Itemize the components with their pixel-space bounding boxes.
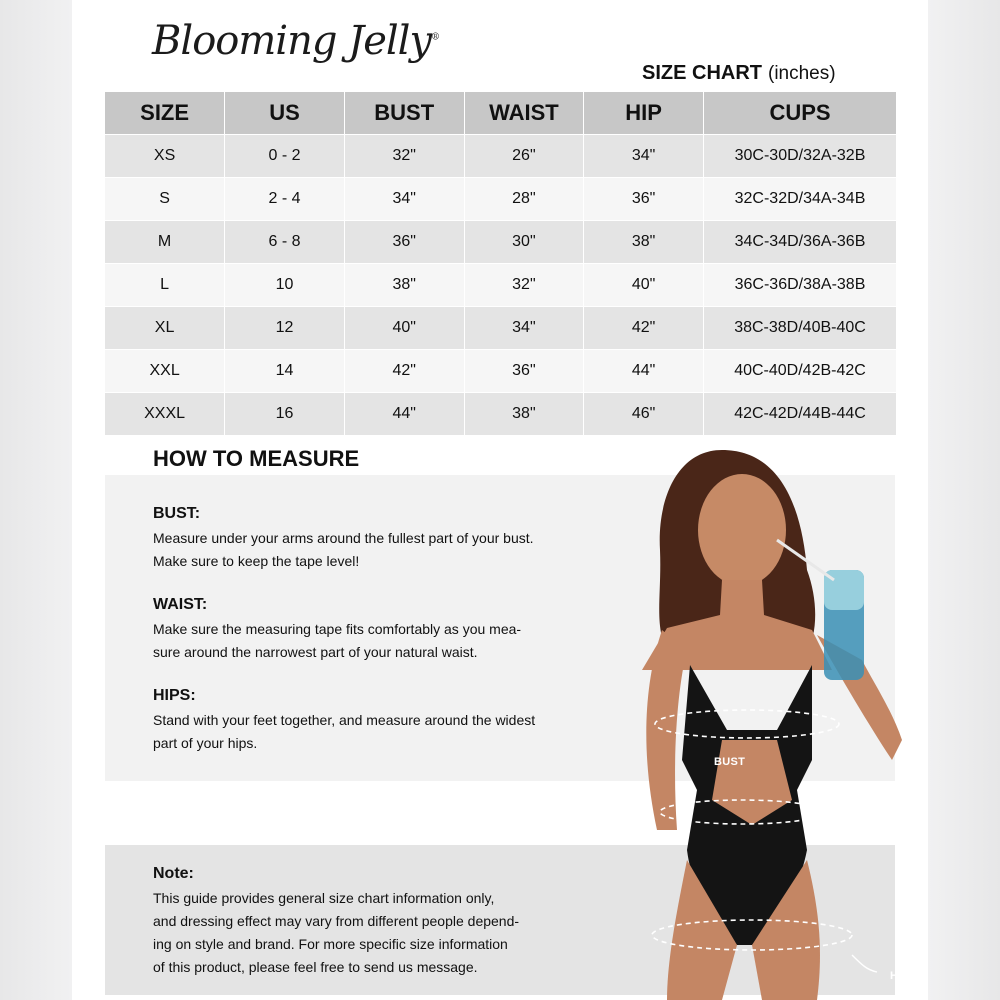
table-cell: XS — [105, 135, 225, 178]
waist-instruction — [153, 596, 573, 664]
table-cell: 2 - 4 — [225, 178, 345, 221]
size-chart-heading: SIZE CHART — [642, 62, 762, 84]
table-cell: 38" — [344, 264, 464, 307]
column-header: SIZE — [105, 92, 225, 135]
table-cell: 16 — [225, 393, 345, 436]
table-cell: S — [105, 178, 225, 221]
column-header: BUST — [344, 92, 464, 135]
instruction-line: Stand with your feet together, and measure around the widest — [153, 712, 536, 728]
hips-instruction — [153, 687, 573, 755]
hip-arrow-icon — [852, 955, 877, 972]
model-illustration — [572, 430, 902, 1000]
table-row — [105, 264, 896, 307]
column-header: US — [225, 92, 345, 135]
bust-label: BUST — [714, 756, 746, 768]
table-cell: 12 — [225, 307, 345, 350]
table-cell: 34" — [584, 135, 704, 178]
size-guide-page — [72, 0, 928, 1000]
table-cell: 36" — [584, 178, 704, 221]
brand-logo: Blooming Jelly® — [152, 18, 440, 64]
instruction-line: Measure under your arms around the fullest part of your bust. — [153, 530, 534, 546]
table-cell: 44" — [344, 393, 464, 436]
table-cell: 30" — [464, 221, 584, 264]
instruction-line: Make sure to keep the tape level! — [153, 553, 360, 569]
table-cell: 38C-38D/40B-40C — [704, 307, 897, 350]
table-row — [105, 393, 896, 436]
column-header: WAIST — [464, 92, 584, 135]
table-row — [105, 221, 896, 264]
table-cell: 36" — [344, 221, 464, 264]
instruction-line: sure around the narrowest part of your natural waist. — [153, 644, 478, 660]
note-line: This guide provides general size chart information only, — [153, 890, 495, 906]
how-to-measure-title: HOW TO MEASURE — [153, 446, 360, 471]
table-cell: 32" — [344, 135, 464, 178]
instruction-line: Make sure the measuring tape fits comfortably as you mea- — [153, 621, 522, 637]
table-row — [105, 350, 896, 393]
instruction-line: part of your hips. — [153, 735, 258, 751]
table-cell: M — [105, 221, 225, 264]
size-table — [105, 92, 896, 435]
table-cell: 44" — [584, 350, 704, 393]
table-cell: XXXL — [105, 393, 225, 436]
table-cell: 32" — [464, 264, 584, 307]
size-chart-title — [642, 62, 836, 85]
model-photo — [572, 430, 910, 1000]
instruction-heading: BUST: — [153, 505, 201, 522]
table-row — [105, 178, 896, 221]
column-header: CUPS — [704, 92, 897, 135]
hip-label: HIP — [890, 970, 910, 982]
note-text — [153, 887, 553, 979]
bust-instruction — [153, 505, 573, 573]
table-row — [105, 135, 896, 178]
table-cell: XXL — [105, 350, 225, 393]
table-cell: 14 — [225, 350, 345, 393]
column-header: HIP — [584, 92, 704, 135]
note-heading: Note: — [153, 865, 194, 882]
table-cell: 36C-36D/38A-38B — [704, 264, 897, 307]
waist-arrow-icon — [812, 820, 837, 838]
instruction-heading: WAIST: — [153, 596, 208, 613]
table-cell: 38" — [464, 393, 584, 436]
left-margin — [0, 0, 72, 1000]
face-shape — [698, 474, 786, 586]
table-cell: 28" — [464, 178, 584, 221]
table-cell: XL — [105, 307, 225, 350]
table-cell: 0 - 2 — [225, 135, 345, 178]
waist-label: WAIST — [837, 835, 874, 847]
table-cell: 6 - 8 — [225, 221, 345, 264]
table-cell: 34" — [344, 178, 464, 221]
note-line: of this product, please feel free to send us message. — [153, 959, 478, 975]
size-table-header — [105, 92, 896, 135]
table-cell: 32C-32D/34A-34B — [704, 178, 897, 221]
table-cell: L — [105, 264, 225, 307]
table-cell: 40" — [584, 264, 704, 307]
table-cell: 36" — [464, 350, 584, 393]
table-row — [105, 307, 896, 350]
table-cell: 42C-42D/44B-44C — [704, 393, 897, 436]
table-cell: 42" — [584, 307, 704, 350]
table-cell: 30C-30D/32A-32B — [704, 135, 897, 178]
table-cell: 10 — [225, 264, 345, 307]
right-margin — [928, 0, 1000, 1000]
table-cell: 40C-40D/42B-42C — [704, 350, 897, 393]
note-line: ing on style and brand. For more specific size information — [153, 936, 508, 952]
instruction-heading: HIPS: — [153, 687, 196, 704]
table-cell: 26" — [464, 135, 584, 178]
table-cell: 42" — [344, 350, 464, 393]
table-cell: 34" — [464, 307, 584, 350]
table-cell: 46" — [584, 393, 704, 436]
size-chart-unit: (inches) — [768, 63, 836, 84]
table-cell: 40" — [344, 307, 464, 350]
note-line: and dressing effect may vary from different people depend- — [153, 913, 520, 929]
table-cell: 38" — [584, 221, 704, 264]
table-cell: 34C-34D/36A-36B — [704, 221, 897, 264]
